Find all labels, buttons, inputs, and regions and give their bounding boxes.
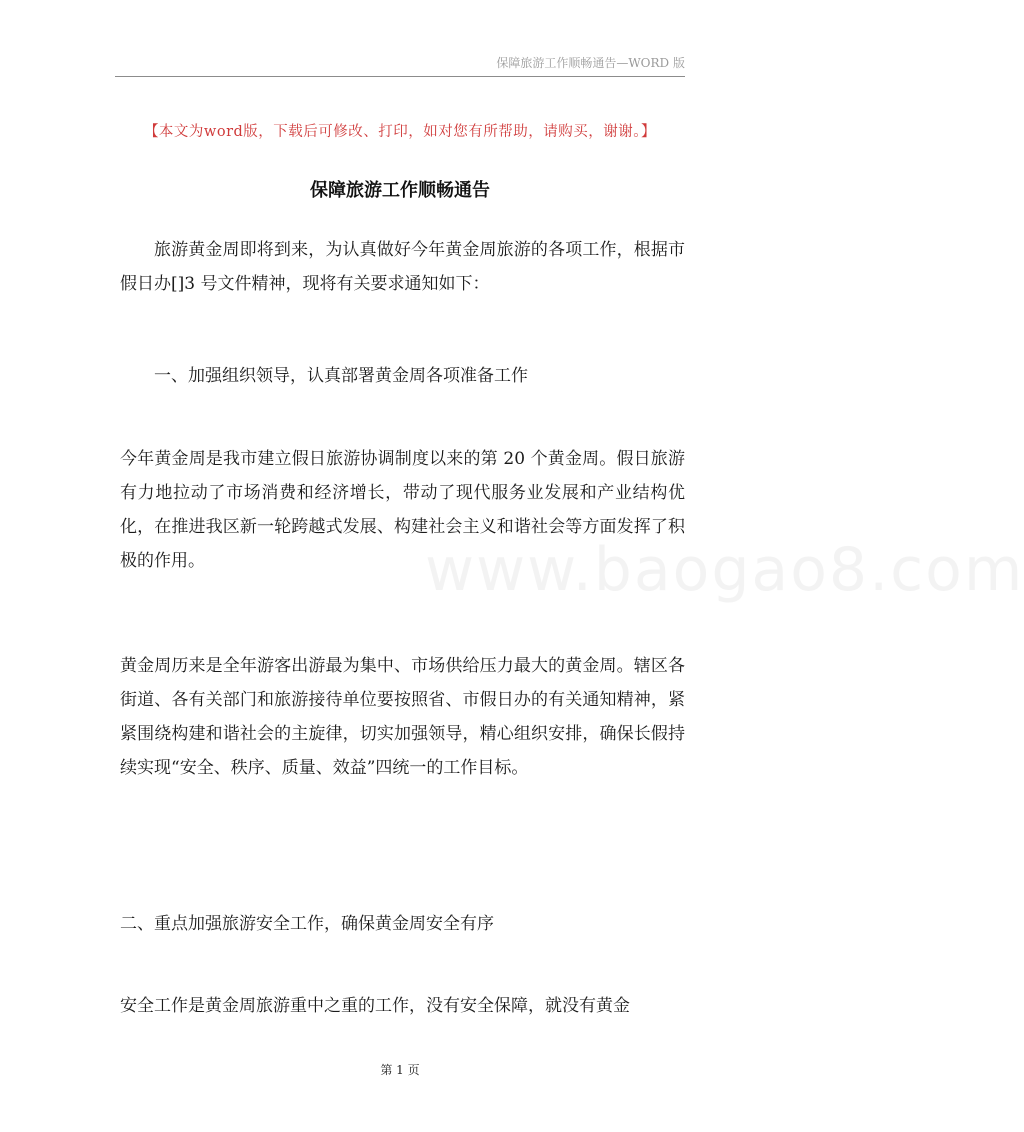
section-1-heading-block [120,359,685,393]
section-2-heading: 二、重点加强旅游安全工作，确保黄金周安全有序 [120,914,494,934]
section-1-paragraph-1-block [120,442,685,578]
section-1-paragraph-2-block [120,649,685,785]
page-header-title: 保障旅游工作顺畅通告—WORD 版 [496,56,685,70]
section-2-heading-block [120,907,685,941]
watermark-text: www.baogao8.com [425,535,1024,605]
section-2-paragraph-1: 安全工作是黄金周旅游重中之重的工作，没有安全保障，就没有黄金 [120,996,630,1016]
purchase-notice: 【本文为word版，下载后可修改、打印，如对您有所帮助，请购买，谢谢。】 [143,124,657,140]
section-1-paragraph-1: 今年黄金周是我市建立假日旅游协调制度以来的第 20 个黄金周。假日旅游有力地拉动了市场消费和经济增长，带动了现代服务业发展和产业结构优化，在推进我区新一轮跨越式发展、构建社会主义和谐社会等方面发挥了积极的作用。 [120,449,685,571]
section-1-heading: 一、加强组织领导，认真部署黄金周各项准备工作 [154,366,528,386]
page-number: 第 1 页 [380,1063,420,1077]
section-2-paragraph-1-block [120,989,685,1023]
intro-paragraph-block [120,233,685,301]
document-title: 保障旅游工作顺畅通告 [310,180,490,201]
intro-paragraph: 旅游黄金周即将到来，为认真做好今年黄金周旅游的各项工作，根据市假日办[]3 号文件精神，现将有关要求通知如下： [120,240,685,294]
section-1-paragraph-2: 黄金周历来是全年游客出游最为集中、市场供给压力最大的黄金周。辖区各街道、各有关部门和旅游接待单位要按照省、市假日办的有关通知精神，紧紧围绕构建和谐社会的主旋律，切实加强领导，精心组织安排，确保长假持续实现“安全、秩序、质量、效益”四统一的工作目标。 [120,656,685,778]
header-divider [115,76,685,77]
